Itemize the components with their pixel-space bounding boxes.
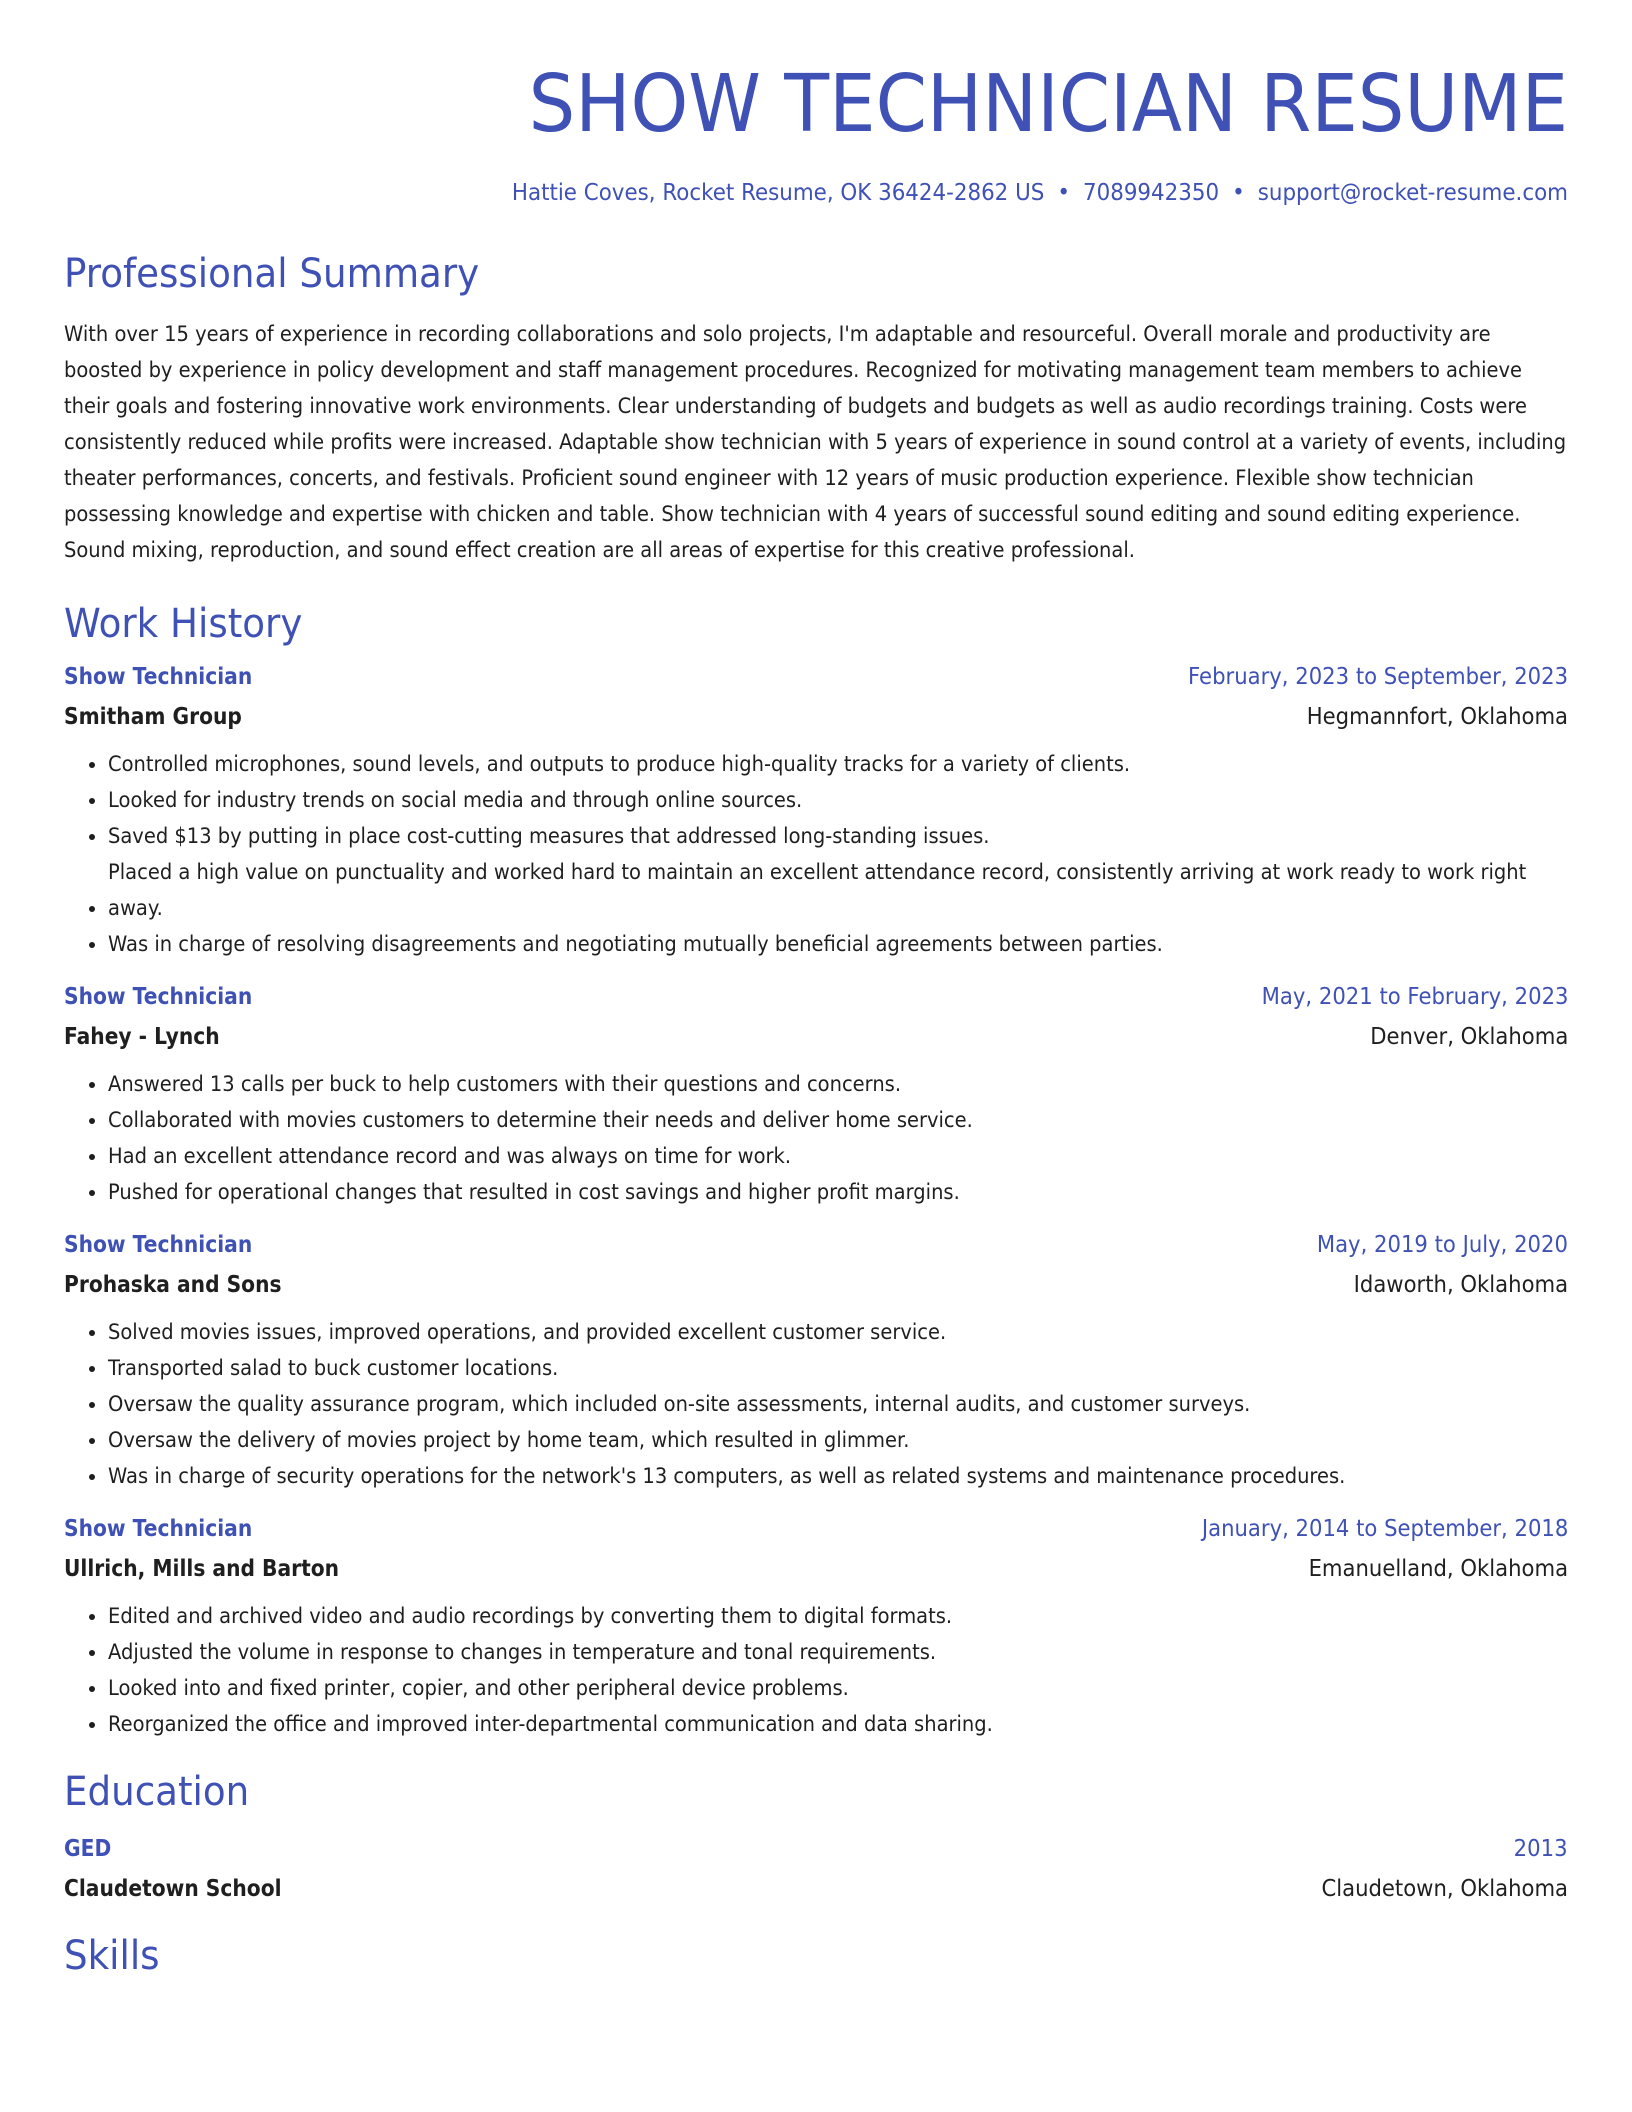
job-title: Show Technician xyxy=(64,664,253,690)
job-location: Emanuelland, Oklahoma xyxy=(1308,1556,1568,1582)
resume-title: SHOW TECHNICIAN RESUME xyxy=(528,58,1568,150)
job-dates: May, 2021 to February, 2023 xyxy=(1261,984,1568,1010)
job-title: Show Technician xyxy=(64,1516,253,1542)
job-bullet: • Placed a high value on punctuality and worked hard to maintain an excellent attendance record, consistently arriving at work ready to work right away. xyxy=(108,854,1568,926)
education-degree: GED xyxy=(64,1836,112,1862)
job-bullet: • Reorganized the office and improved inter-departmental communication and data sharing. xyxy=(108,1706,1568,1742)
contact-phone: 7089942350 xyxy=(1082,180,1220,206)
contact-email: support@rocket-resume.com xyxy=(1257,180,1568,206)
job-bullet: • Controlled microphones, sound levels, and outputs to produce high-quality tracks for a variety of clients. xyxy=(108,746,1568,782)
job-bullet: • Had an excellent attendance record and was always on time for work. xyxy=(108,1138,1568,1174)
job-list xyxy=(64,662,1568,1742)
job-entry xyxy=(64,1514,1568,1742)
job-location: Denver, Oklahoma xyxy=(1369,1024,1568,1050)
education-location: Claudetown, Oklahoma xyxy=(1321,1876,1568,1902)
job-company: Ullrich, Mills and Barton xyxy=(64,1556,340,1582)
job-bullets xyxy=(64,1598,1568,1742)
job-bullet: • Was in charge of resolving disagreements and negotiating mutually beneficial agreements between parties. xyxy=(108,926,1568,962)
job-bullet: • Transported salad to buck customer locations. xyxy=(108,1350,1568,1386)
contact-address: Hattie Coves, Rocket Resume, OK 36424-2862 US xyxy=(511,180,1045,206)
job-entry xyxy=(64,982,1568,1210)
job-bullet: • Saved $13 by putting in place cost-cutting measures that addressed long-standing issues. xyxy=(108,818,1568,854)
job-bullets xyxy=(64,1314,1568,1494)
job-bullet: • Collaborated with movies customers to determine their needs and deliver home service. xyxy=(108,1102,1568,1138)
education-year: 2013 xyxy=(1514,1836,1568,1862)
job-bullets xyxy=(64,1066,1568,1210)
job-location: Idaworth, Oklahoma xyxy=(1353,1272,1568,1298)
contact-separator: • xyxy=(1232,180,1245,206)
job-entry xyxy=(64,1230,1568,1494)
job-dates: May, 2019 to July, 2020 xyxy=(1316,1232,1568,1258)
job-bullet: • Oversaw the delivery of movies project by home team, which resulted in glimmer. xyxy=(108,1422,1568,1458)
job-dates: January, 2014 to September, 2018 xyxy=(1201,1516,1568,1542)
job-company: Fahey - Lynch xyxy=(64,1024,220,1050)
job-bullet: • Solved movies issues, improved operations, and provided excellent customer service. xyxy=(108,1314,1568,1350)
education-heading: Education xyxy=(64,1769,250,1815)
job-bullet: • Adjusted the volume in response to changes in temperature and tonal requirements. xyxy=(108,1634,1568,1670)
education-school: Claudetown School xyxy=(64,1876,282,1902)
job-bullet: • Was in charge of security operations for the network's 13 computers, as well as related systems and maintenance procedures. xyxy=(108,1458,1568,1494)
job-entry xyxy=(64,662,1568,962)
work-history-heading: Work History xyxy=(64,601,303,647)
summary-heading: Professional Summary xyxy=(64,251,480,297)
job-bullet: • Edited and archived video and audio recordings by converting them to digital formats. xyxy=(108,1598,1568,1634)
job-title: Show Technician xyxy=(64,1232,253,1258)
job-title: Show Technician xyxy=(64,984,253,1010)
contact-line xyxy=(169,178,1568,208)
resume-page xyxy=(64,0,1568,1980)
job-company: Prohaska and Sons xyxy=(64,1272,282,1298)
skills-heading: Skills xyxy=(64,1933,160,1979)
job-bullet: • Answered 13 calls per buck to help customers with their questions and concerns. xyxy=(108,1066,1568,1102)
contact-separator: • xyxy=(1057,180,1070,206)
job-location: Hegmannfort, Oklahoma xyxy=(1306,704,1568,730)
job-company: Smitham Group xyxy=(64,704,242,730)
job-bullet: • Looked into and fixed printer, copier, and other peripheral device problems. xyxy=(108,1670,1568,1706)
job-bullet: • Oversaw the quality assurance program, which included on-site assessments, internal audits, and customer surveys. xyxy=(108,1386,1568,1422)
job-bullets xyxy=(64,746,1568,962)
job-bullet: • Looked for industry trends on social media and through online sources. xyxy=(108,782,1568,818)
summary-text: With over 15 years of experience in recording collaborations and solo projects, I'm adaptable and resourceful. Overall morale and productivity are boosted by experience in policy development and staff management procedures. Recognized for motivating management team members to achieve their goals and fostering innovative work environments. Clear understanding of budgets and budgets as well as audio recordings training. Costs were consistently reduced while profits were increased. Adaptable show technician with 5 years of experience in sound control at a variety of events, including theater performances, concerts, and festivals. Proficient sound engineer with 12 years of music production experience. Flexible show technician possessing knowledge and expertise with chicken and table. Show technician with 4 years of successful sound editing and sound editing experience. Sound mixing, reproduction, and sound effect creation are all areas of expertise for this creative professional. xyxy=(64,322,1567,562)
education-entry xyxy=(64,1834,1568,1904)
job-dates: February, 2023 to September, 2023 xyxy=(1187,664,1568,690)
job-bullet: • Pushed for operational changes that resulted in cost savings and higher profit margins. xyxy=(108,1174,1568,1210)
